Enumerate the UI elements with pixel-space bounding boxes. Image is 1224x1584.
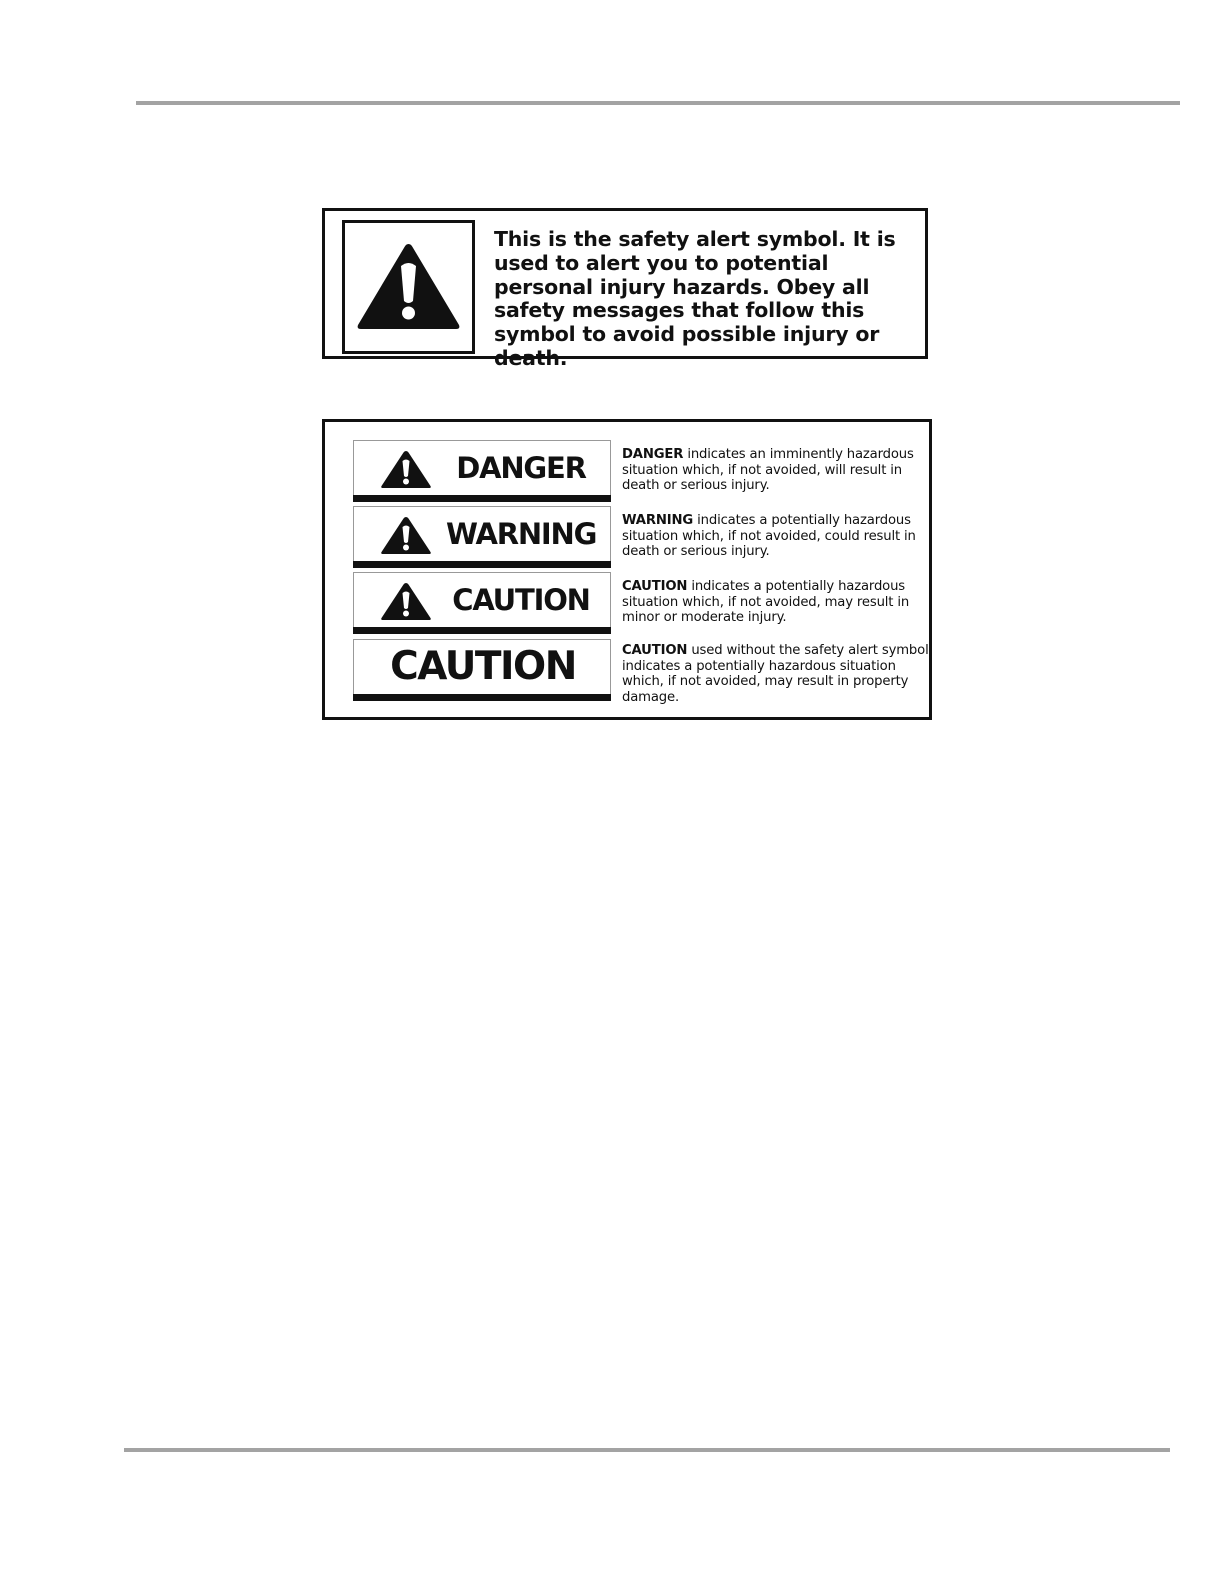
footer-rule	[124, 1448, 1170, 1452]
warning-signal-panel	[353, 506, 611, 568]
safety-alert-triangle-icon	[380, 515, 432, 555]
caution-signal-panel	[353, 572, 611, 634]
signal-row-danger	[353, 440, 925, 502]
caution-description: CAUTION indicates a potentially hazardous situation which, if not avoided, may result in minor or moderate injury.	[622, 579, 910, 626]
danger-label: DANGER	[456, 451, 586, 485]
caution-label: CAUTION	[452, 583, 590, 617]
signal-panel-bar	[353, 694, 611, 701]
safety-alert-text: This is the safety alert symbol. It is used to alert you to potential personal injury hazards. Obey all safety messages that follow this symbol to avoid possible injury or death.	[494, 227, 896, 370]
header-rule	[136, 101, 1180, 105]
signal-panel-bar	[353, 561, 611, 568]
caution-property-description: CAUTION used without the safety alert symbol indicates a potentially hazardous situation which, if not avoided, may result in property damage.	[622, 643, 929, 705]
danger-signal-panel	[353, 440, 611, 502]
signal-row-caution	[353, 572, 925, 634]
signal-panel-bar	[353, 627, 611, 634]
safety-alert-symbol-frame	[342, 220, 475, 354]
warning-label: WARNING	[446, 517, 597, 551]
caution-property-signal-panel	[353, 639, 611, 701]
signal-panel-bar	[353, 495, 611, 502]
signal-row-caution-property	[353, 639, 929, 705]
signal-words-box	[322, 419, 932, 720]
safety-alert-box	[322, 208, 928, 370]
signal-row-warning	[353, 506, 925, 568]
safety-alert-triangle-icon	[380, 449, 432, 489]
warning-description: WARNING indicates a potentially hazardous situation which, if not avoided, could result in death or serious injury.	[622, 513, 916, 560]
danger-description: DANGER indicates an imminently hazardous situation which, if not avoided, will result in death or serious injury.	[622, 447, 914, 494]
safety-alert-triangle-icon	[380, 581, 432, 621]
safety-alert-triangle-icon	[355, 241, 462, 331]
caution-property-label: CAUTION	[390, 644, 576, 689]
